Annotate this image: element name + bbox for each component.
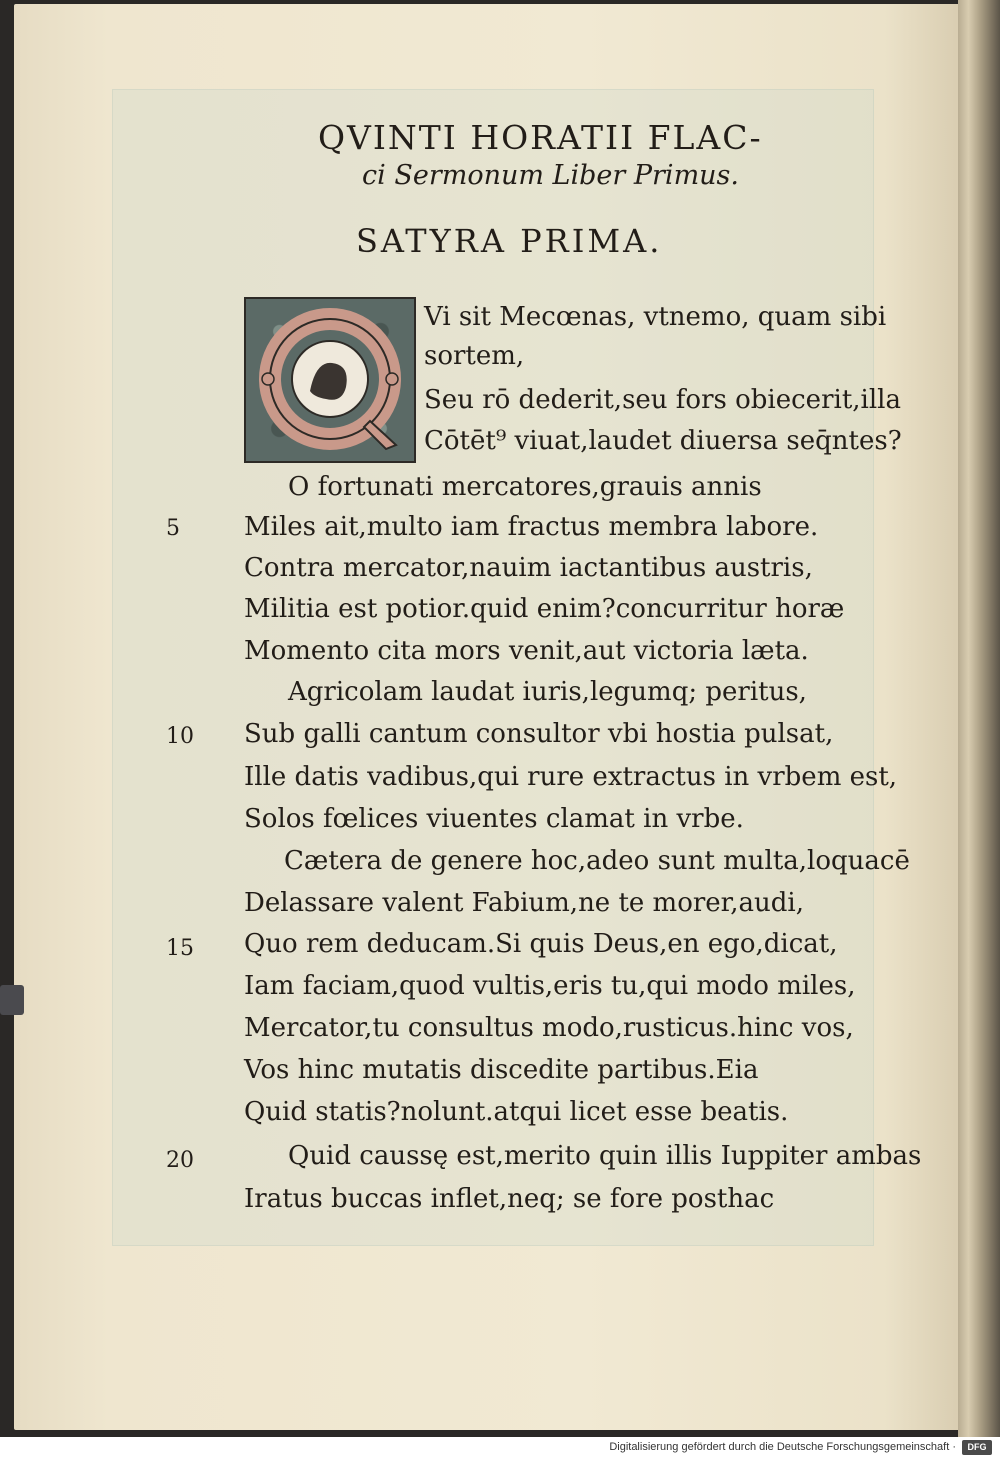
line-number-5: 5 bbox=[166, 516, 180, 541]
dfg-logo: DFG bbox=[962, 1440, 992, 1455]
text-line-22: Iratus buccas inflet,neq; se fore posthac bbox=[244, 1184, 775, 1214]
text-line-3: Seu rō dederit,seu fors obiecerit,illa bbox=[424, 385, 901, 415]
running-subtitle: ci Sermonum Liber Primus. bbox=[362, 160, 739, 191]
text-line-2: sortem, bbox=[424, 341, 525, 371]
line-number-15: 15 bbox=[166, 936, 194, 961]
text-line-18: Mercator,tu consultus modo,rusticus.hinc vos, bbox=[244, 1013, 854, 1043]
text-line-5: O fortunati mercatores,grauis annis bbox=[288, 472, 762, 502]
page-clip bbox=[0, 985, 24, 1015]
text-line-6: Miles ait,multo iam fractus membra labore. bbox=[244, 512, 819, 542]
line-number-10: 10 bbox=[166, 724, 194, 749]
running-title: QVINTI HORATII FLAC- bbox=[318, 118, 763, 157]
text-line-11: Sub galli cantum consultor vbi hostia pulsat, bbox=[244, 719, 834, 749]
decorated-initial bbox=[244, 297, 416, 463]
text-line-7: Contra mercator,nauim iactantibus austris, bbox=[244, 553, 813, 583]
text-line-4: Cōtēt⁹ viuat,laudet diuersa seq̄ntes? bbox=[424, 426, 902, 456]
text-line-14: Cætera de genere hoc,adeo sunt multa,loquacē bbox=[284, 846, 910, 876]
text-line-16: Quo rem deducam.Si quis Deus,en ego,dicat, bbox=[244, 929, 838, 959]
text-line-17: Iam faciam,quod vultis,eris tu,qui modo miles, bbox=[244, 971, 856, 1001]
funding-credit: Digitalisierung gefördert durch die Deutsche Forschungsgemeinschaft · bbox=[609, 1441, 956, 1453]
line-number-20: 20 bbox=[166, 1148, 194, 1173]
book-page bbox=[14, 4, 960, 1430]
text-line-9: Momento cita mors venit,aut victoria læta. bbox=[244, 636, 809, 666]
text-line-21: Quid caussę est,merito quin illis Iuppiter ambas bbox=[288, 1141, 922, 1171]
footer-bar bbox=[0, 1437, 1000, 1459]
text-line-1: Vi sit Mecœnas, vtnemo, quam sibi bbox=[424, 302, 887, 332]
text-line-20: Quid statis?nolunt.atqui licet esse beatis. bbox=[244, 1097, 789, 1127]
text-line-19: Vos hinc mutatis discedite partibus.Eia bbox=[244, 1055, 759, 1085]
text-line-12: Ille datis vadibus,qui rure extractus in vrbem est, bbox=[244, 762, 898, 792]
book-edge bbox=[958, 0, 1000, 1437]
text-line-8: Militia est potior.quid enim?concurritur horæ bbox=[244, 594, 845, 624]
text-line-15: Delassare valent Fabium,ne te morer,audi, bbox=[244, 888, 804, 918]
text-line-13: Solos fœlices viuentes clamat in vrbe. bbox=[244, 804, 744, 834]
section-heading: SATYRA PRIMA. bbox=[356, 222, 663, 260]
text-line-10: Agricolam laudat iuris,legumq; peritus, bbox=[288, 677, 807, 707]
